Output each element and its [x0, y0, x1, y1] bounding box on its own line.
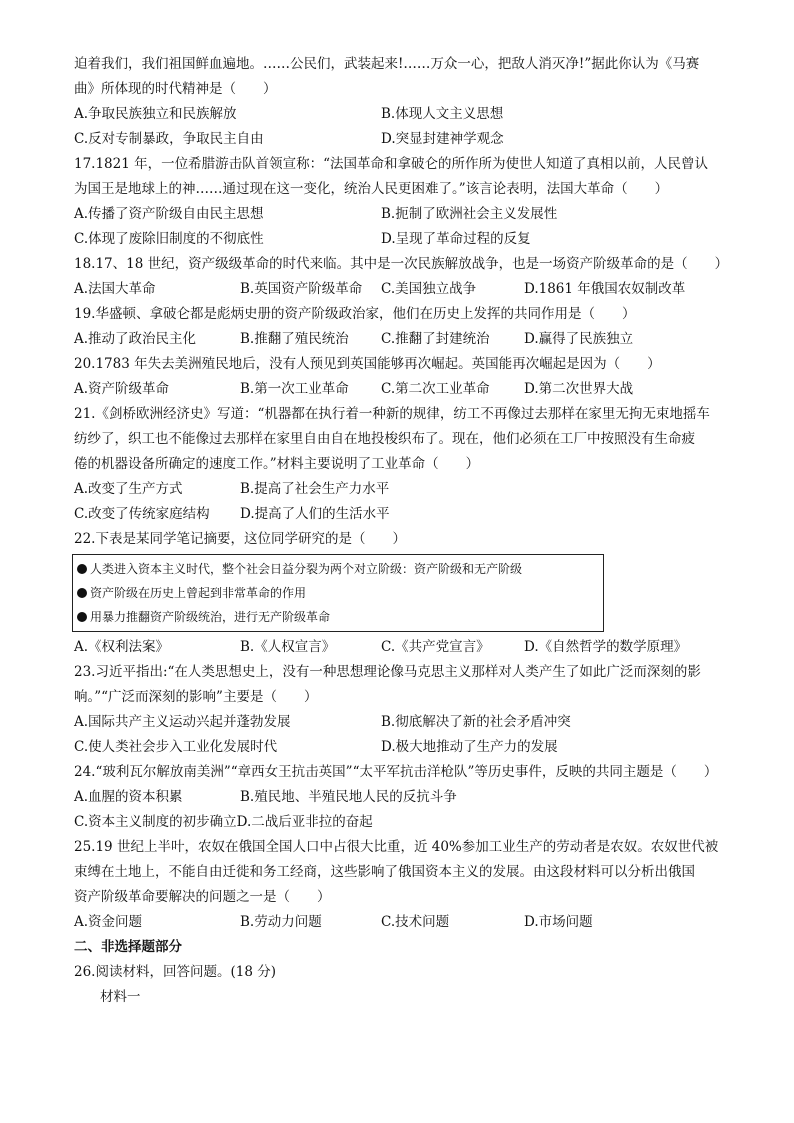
question-stem: 为国王是地球上的神……通过现在这一变化，统治人民更困难了。”该言论表明，法国大革命（ ） [74, 181, 669, 197]
question-stem: 束缚在土地上，不能自由迁徙和务工经商，这些影响了俄国资本主义的发展。由这段材料可以分析出俄国 [74, 864, 695, 880]
question-stem: 23.习近平指出:“在人类思想史上，没有一种思想理论像马克思主义那样对人类产生了如此广泛而深刻的影 [74, 664, 701, 680]
option-d[interactable]: D.赢得了民族独立 [524, 331, 634, 347]
options-row [74, 327, 722, 352]
note-item [77, 605, 599, 629]
option-a[interactable]: A.资产阶级革命 [74, 381, 170, 397]
option-c[interactable]: C.改变了传统家庭结构 [74, 506, 210, 522]
question-stem: 22.下表是某同学笔记摘要，这位同学研究的是（ ） [74, 531, 406, 547]
section-title: 二、非选择题部分 [74, 939, 182, 955]
option-d[interactable]: D.市场问题 [524, 914, 593, 930]
option-b[interactable]: B.扼制了欧洲社会主义发展性 [381, 206, 558, 222]
question-stem: 19.华盛顿、拿破仑都是彪炳史册的资产阶级政治家，他们在历史上发挥的共同作用是（ ） [74, 306, 636, 322]
notes-box [72, 554, 604, 632]
bullet-icon [77, 588, 87, 598]
option-b[interactable]: B.体现人文主义思想 [381, 106, 504, 122]
question-text: 迫着我们，我们祖国鲜血遍地。……公民们，武装起来!……万众一心，把敌人消灭净!”据此你认为《马赛 [74, 56, 700, 72]
note-text: 人类进入资本主义时代，整个社会日益分裂为两个对立阶级：资产阶级和无产阶级 [90, 562, 523, 576]
options-row [74, 635, 722, 660]
options-row [74, 910, 722, 935]
question-stem: 倦的机器设备所确定的速度工作。”材料主要说明了工业革命（ ） [74, 456, 480, 472]
option-c[interactable]: C.体现了废除旧制度的不彻底性 [74, 231, 264, 247]
option-d[interactable]: D.1861 年俄国农奴制改革 [524, 281, 686, 297]
material-label: 材料一 [100, 989, 141, 1005]
option-b[interactable]: B.彻底解决了新的社会矛盾冲突 [381, 714, 571, 730]
option-b[interactable]: B.英国资产阶级革命 [240, 281, 363, 297]
options-row [74, 102, 722, 127]
option-b[interactable]: B.提高了社会生产力水平 [240, 481, 390, 497]
options-row [74, 377, 722, 402]
note-text: 资产阶级在历史上曾起到非常革命的作用 [90, 586, 307, 600]
option-b[interactable]: B.殖民地、半殖民地人民的反抗斗争 [240, 789, 457, 805]
option-a[interactable]: A.法国大革命 [74, 281, 156, 297]
question-stem: 纺纱了，织工也不能像过去那样在家里自由自在地投梭织布了。现在，他们必须在工厂中按照没有生命疲 [74, 431, 695, 447]
option-b[interactable]: B.推翻了殖民统治 [240, 331, 349, 347]
option-b[interactable]: B.劳动力问题 [240, 914, 322, 930]
options-row [74, 785, 722, 810]
options-row [74, 477, 722, 502]
note-item [77, 581, 599, 605]
option-d[interactable]: D.提高了人们的生活水平 [240, 506, 390, 522]
option-d[interactable]: D.突显封建神学观念 [381, 131, 504, 147]
option-b[interactable]: B.《人权宣言》 [240, 639, 336, 655]
question-stem: 24.“玻利瓦尔解放南美洲”“章西女王抗击英国”“太平军抗击洋枪队”等历史事件，反映的共同主题是（ ） [74, 764, 718, 780]
option-d[interactable]: D.二战后亚非拉的奋起 [236, 814, 373, 830]
option-c[interactable]: C.使人类社会步入工业化发展时代 [74, 739, 278, 755]
option-d[interactable]: D.呈现了革命过程的反复 [381, 231, 531, 247]
option-a[interactable]: A.传播了资产阶级自由民主思想 [74, 206, 264, 222]
question-stem: 20.1783 年失去美洲殖民地后，没有人预见到英国能够再次崛起。英国能再次崛起是因为（ ） [74, 356, 661, 372]
option-a[interactable]: A.血腥的资本积累 [74, 789, 183, 805]
option-c[interactable]: C.推翻了封建统治 [381, 331, 490, 347]
question-stem: 资产阶级革命要解决的问题之一是（ ） [74, 889, 331, 905]
question-stem: 21.《剑桥欧洲经济史》写道：“机器都在执行着一种新的规律，纺工不再像过去那样在家里无拘无束地摇车 [74, 406, 710, 422]
options-row [74, 227, 722, 252]
option-c[interactable]: C.资本主义制度的初步确立 [74, 814, 237, 830]
option-d[interactable]: D.极大地推动了生产力的发展 [381, 739, 558, 755]
options-row [74, 735, 722, 760]
option-c[interactable]: C.《共产党宣言》 [381, 639, 490, 655]
option-c[interactable]: C.反对专制暴政，争取民主自由 [74, 131, 264, 147]
question-stem: 18.17、18 世纪，资产级级革命的时代来临。其中是一次民族解放战争，也是一场资产阶级革命的是（ ） [74, 256, 729, 272]
option-d[interactable]: D.第二次世界大战 [524, 381, 634, 397]
options-row [74, 710, 722, 735]
option-a[interactable]: A.资金问题 [74, 914, 143, 930]
option-a[interactable]: A.国际共产主义运动兴起并蓬勃发展 [74, 714, 291, 730]
options-row [74, 502, 722, 527]
option-c[interactable]: C.美国独立战争 [381, 281, 477, 297]
question-stem: 响。”“广泛而深刻的影响”主要是（ ） [74, 689, 318, 705]
question-text: 曲》所体现的时代精神是（ ） [74, 81, 277, 97]
note-item [77, 557, 599, 581]
option-c[interactable]: C.第二次工业革命 [381, 381, 490, 397]
question-stem: 17.1821 年，一位希腊游击队首领宣称：“法国革命和拿破仑的所作所为使世人知道了真相以前，人民曾认 [74, 156, 709, 172]
note-text: 用暴力推翻资产阶级统治，进行无产阶级革命 [90, 610, 331, 624]
option-d[interactable]: D.《自然哲学的数学原理》 [524, 639, 688, 655]
options-row [74, 202, 722, 227]
options-row [74, 810, 722, 835]
question-stem: 25.19 世纪上半叶，农奴在俄国全国人口中占很大比重，近 40%参加工业生产的劳动者是农奴。农奴世代被 [74, 839, 719, 855]
option-a[interactable]: A.争取民族独立和民族解放 [74, 106, 237, 122]
options-row [74, 277, 722, 302]
bullet-icon [77, 612, 87, 622]
bullet-icon [77, 564, 87, 574]
question-stem: 26.阅读材料，回答问题。(18 分) [74, 964, 276, 980]
option-c[interactable]: C.技术问题 [381, 914, 450, 930]
option-a[interactable]: A.推动了政治民主化 [74, 331, 197, 347]
option-a[interactable]: A.《权利法案》 [74, 639, 170, 655]
options-row [74, 127, 722, 152]
option-b[interactable]: B.第一次工业革命 [240, 381, 349, 397]
option-a[interactable]: A.改变了生产方式 [74, 481, 183, 497]
exam-page [74, 52, 729, 1010]
